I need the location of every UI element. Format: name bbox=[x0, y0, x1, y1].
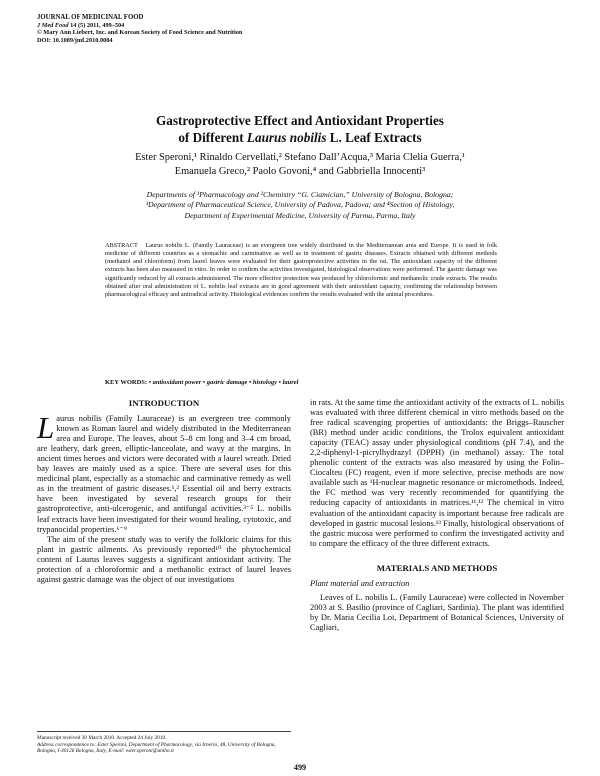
affiliation-line-3: Department of Experimental Medicine, University of Parma, Parma, Italy bbox=[184, 210, 416, 220]
affiliations bbox=[0, 190, 600, 221]
intro-paragraph-2: The aim of the present study was to verify the folkloric claims for this plant in gastric ailments. As previously reported¹⁰ the phytochemical content of Laurus leaves suggests a significant antioxidant activity. The protection of a chloroformic and a methanolic extract of laurel leaves against gastric damage was the object of our investigations bbox=[37, 534, 291, 584]
author-list bbox=[0, 151, 600, 179]
abstract-text: Laurus nobilis L. (Family Lauraceae) is an evergreen tree widely distributed in the Mediterranean area and Europe. It is used in folk medicine of different countries as a stomachic and carminative as well as in treatment of gastric diseases. Extracts obtained with different methods (methanol and chloroform) from laurel leaves were evaluated for their gastroprotective activities in the rat. The antioxidant capacity of the different extracts has been also measured in vitro. In order to confirm the activities investigated, histological observations were performed. The gastric damage was significantly reduced by all extracts administered. The more effective protection was produced by chloroformic and methanolic crude extracts. The results obtained after oral administration of L. nobilis leaf extracts are in good agreement with their antioxidant capacity, confirming the relationship between pharmacological efficacy and antiradical activity. Histological evidences confirm the results evaluated with the animal procedures. bbox=[105, 242, 497, 298]
citation-volume: 14 (5) 2011, 499–504 bbox=[68, 21, 125, 29]
keywords-label: KEY WORDS: bbox=[105, 379, 148, 386]
journal-name: JOURNAL OF MEDICINAL FOOD bbox=[37, 14, 144, 21]
methods-heading: MATERIALS AND METHODS bbox=[376, 562, 498, 573]
drop-cap: L bbox=[37, 410, 55, 446]
title-line-1: Gastroprotective Effect and Antioxidant Properties bbox=[156, 113, 444, 128]
abstract-label: ABSTRACT bbox=[105, 242, 138, 249]
copyright: © Mary Ann Liebert, Inc. and Korean Society of Food Science and Nutrition bbox=[37, 29, 243, 37]
keywords bbox=[105, 379, 298, 386]
introduction-heading: INTRODUCTION bbox=[128, 398, 200, 408]
footnote bbox=[37, 731, 291, 755]
authors-line-2: Emanuela Greco,² Paolo Govoni,⁴ and Gabbriella Innocenti³ bbox=[174, 166, 426, 177]
affiliation-line-2: ³Department of Pharmaceutical Science, University of Padova, Padova; and ⁴Section of Histology, bbox=[145, 200, 455, 210]
title-pre: of Different bbox=[178, 130, 247, 145]
footnote-address: Address correspondence to: Ester Speroni, Department of Pharmacology, via Irnerio, 48, University of Bologna, Bologna, I-40126 Bologna, Italy, E-mail: ester.speroni@unibo.it bbox=[37, 741, 276, 755]
keywords-items: • antioxidant power • gastric damage • histology • laurel bbox=[148, 379, 299, 386]
citation-journal: J Med Food bbox=[37, 21, 69, 29]
abstract bbox=[105, 242, 497, 299]
title-species: Laurus nobilis bbox=[246, 130, 327, 145]
authors-line-1: Ester Speroni,¹ Rinaldo Cervellati,² Stefano Dall’Acqua,³ Maria Clelia Guerra,¹ bbox=[135, 152, 465, 163]
article-title bbox=[0, 112, 600, 146]
citation bbox=[37, 22, 242, 30]
methods-subheading: Plant material and extraction bbox=[310, 578, 410, 588]
affiliation-line-1: Departments of ¹Pharmacology and ²Chemistry “G. Ciamician,” University of Bologna, Bologna; bbox=[146, 190, 454, 199]
methods-paragraph-1: Leaves of L. nobilis L. (Family Lauraceae) were collected in November 2003 at S. Basilio (province of Cagliari, Sardinia). The plant was identified by Dr. Maria Cecilia Loi, Department of Botanical Sciences, University of Cagliari, bbox=[310, 592, 564, 632]
footnote-received: Manuscript received 30 March 2010. Accepted 24 July 2010. bbox=[37, 735, 167, 741]
right-column bbox=[310, 398, 564, 633]
doi: DOI: 10.1089/jmf.2010.0084 bbox=[37, 36, 113, 44]
intro-paragraph-3: in rats. At the same time the antioxidant activity of the extracts of L. nobilis was evaluated with three different chemical in vitro methods based on the free radical scavenging properties of antioxidants: the Briggs–Rauscher (BR) method under acidic conditions, the Trolox equivalent antioxidant capacity (TEAC) assay under physiological conditions (pH 7.4), and the 2,2-diphenyl-1-picrylhydrazyl (DPPH) (in methanol) assay. The total phenolic content of the extracts was also measured by using the Folin–Ciocalteu (FC) reagent, even if more selective, precise methods are now available such as ¹H-nuclear magnetic resonance or micromethods. Indeed, the FC method was very recently recommended for quantifying the reducing capacity of antioxidants in matrices.¹¹,¹² The chemical in vitro evaluation of the antioxidant capacity is important because free radicals are developed in gastric mucosal lesions.¹³ Finally, histological observations of the gastric mucosa were performed to confirm the investigated activity and to compare the efficacy of the three different extracts. bbox=[310, 398, 564, 548]
title-post: L. Leaf Extracts bbox=[326, 130, 422, 145]
section-spacer bbox=[310, 549, 564, 563]
intro-paragraph-1-text: aurus nobilis (Family Lauraceae) is an evergreen tree commonly known as Roman laurel and widely distributed in the Mediterranean area and Europe. The leaves, about 5–8 cm long and 3–4 cm broad, are leathery, dark green, elliptic-lanceolate, and wavy at the margins. In ancient times heroes and victors were decorated with a laurel wreath. Dried bay leaves are mainly used as a spice. There are several uses for this medicinal plant, especially as a stomachic and carminative remedy as well as in the treatment of gastric diseases.¹,² Essential oil and berry extracts have been investigated by several research groups for their gastroprotective, anti-ulcerogenic, and antifungal activities.³⁻⁵ L. nobilis leaf extracts have been investigated for their wound healing, cytotoxic, and trypanocidal properties.⁶⁻⁹ bbox=[37, 414, 291, 534]
page-number: 499 bbox=[293, 763, 307, 772]
intro-paragraph-1 bbox=[37, 410, 291, 535]
journal-header bbox=[37, 14, 242, 44]
left-column bbox=[37, 398, 291, 585]
title-line-2 bbox=[0, 129, 600, 146]
